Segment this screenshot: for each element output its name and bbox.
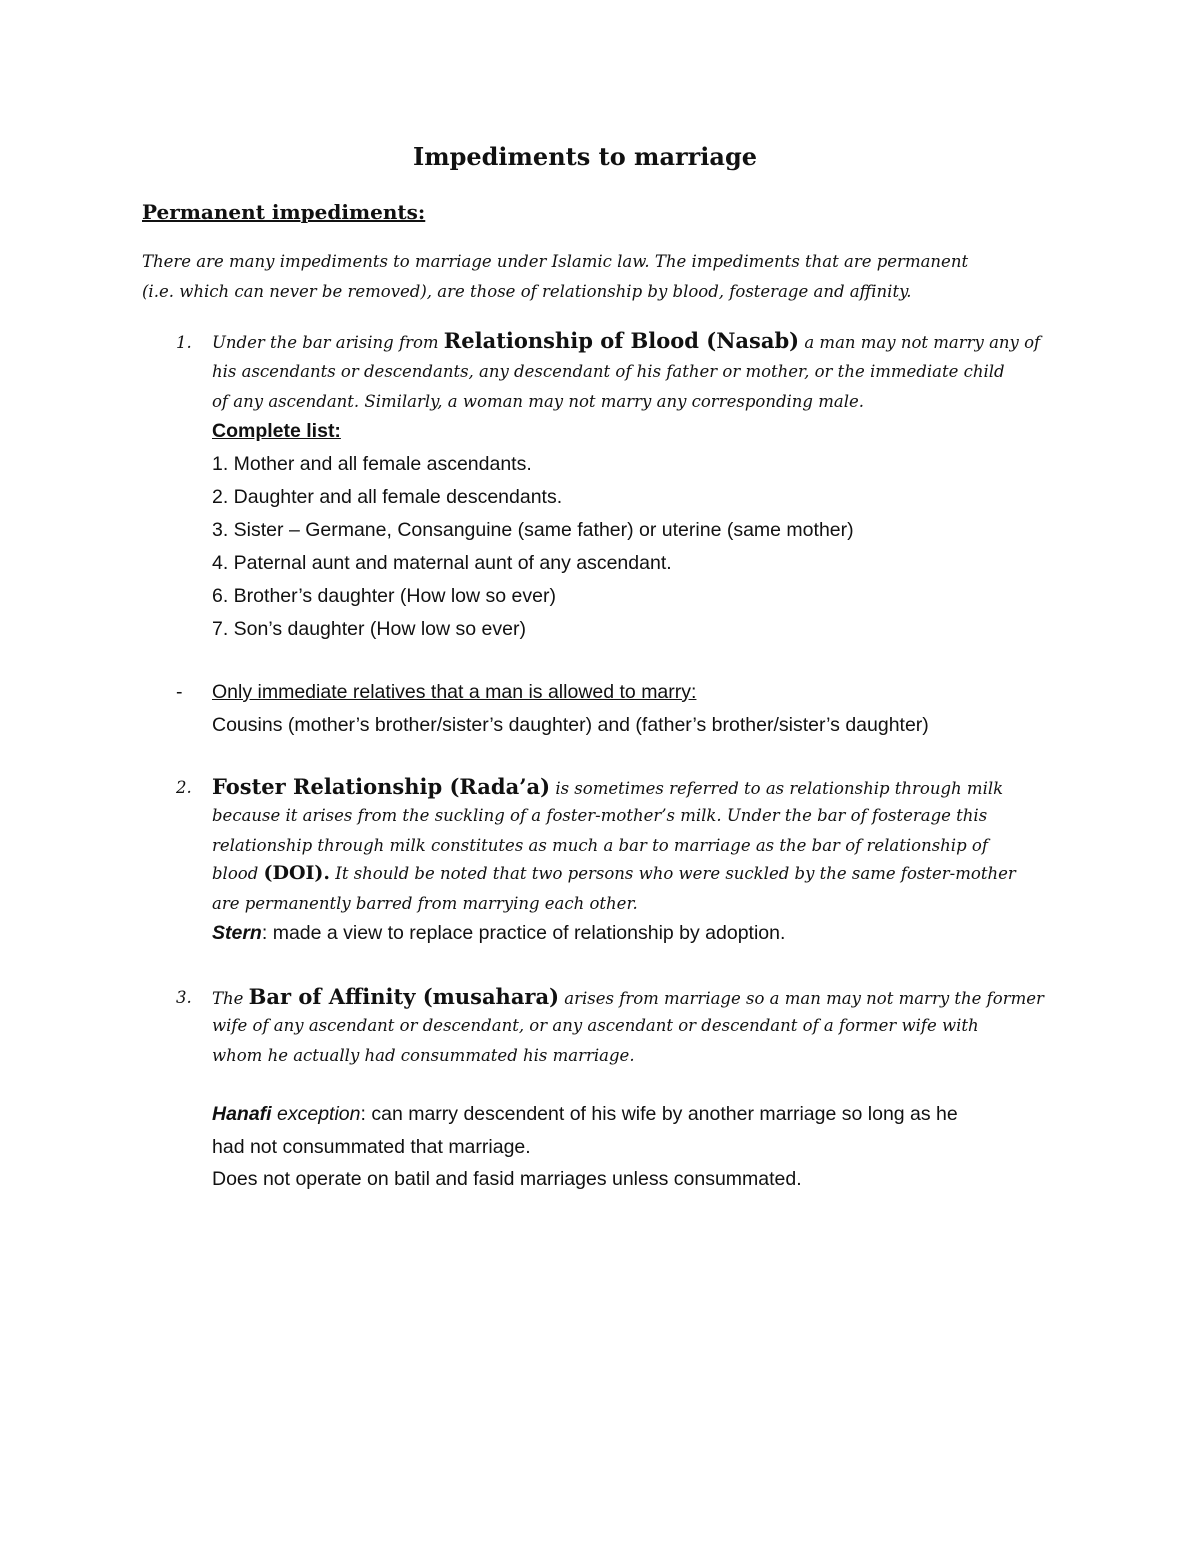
item-2-line-5: are permanently barred from marrying each other.: [212, 894, 638, 913]
cousins-text: Cousins (mother’s brother/sister’s daughter) and (father’s brother/sister’s daughter): [212, 714, 929, 736]
item-2-line-3: relationship through milk constitutes as much a bar to marriage as the bar of relationship of: [212, 836, 988, 855]
item-2-stern: [212, 922, 785, 945]
item-2-line-2: because it arises from the suckling of a foster-mother’s milk. Under the bar of fosterage this: [212, 806, 988, 825]
item-3-line-3: whom he actually had consummated his marriage.: [212, 1046, 635, 1065]
hanafi-text: : can marry descendent of his wife by another marriage so long as he: [360, 1103, 958, 1125]
hanafi-exception-line-2: had not consummated that marriage.: [212, 1136, 531, 1158]
cousins-dash: -: [176, 681, 183, 703]
item-2-line-4: [212, 862, 1016, 884]
intro-line-2: (i.e. which can never be removed), are those of relationship by blood, fosterage and affinity.: [142, 282, 912, 301]
item-1-line-2: his ascendants or descendants, any descendant of his father or mother, or the immediate child: [212, 362, 1005, 381]
complete-list-heading: Complete list:: [212, 420, 341, 442]
intro-line-1: There are many impediments to marriage under Islamic law. The impediments that are permanent: [142, 252, 969, 271]
list-item: 2. Daughter and all female descendants.: [212, 486, 563, 508]
item-3-line-1-post: arises from marriage so a man may not marry the former: [564, 989, 1044, 1008]
item-3-bold-term: Bar of Affinity (musahara): [248, 984, 560, 1009]
item-1-line-3: of any ascendant. Similarly, a woman may not marry any corresponding male.: [212, 392, 864, 411]
cousins-heading: Only immediate relatives that a man is allowed to marry:: [212, 681, 697, 703]
stern-text: : made a view to replace practice of relationship by adoption.: [261, 922, 786, 944]
item-2-line-1-post: is sometimes referred to as relationship through milk: [555, 779, 1004, 798]
hanafi-exception-line-1: [212, 1103, 958, 1126]
item-3-line-1: [212, 984, 1044, 1009]
list-item: 7. Son’s daughter (How low so ever): [212, 618, 526, 640]
stern-label: Stern: [212, 922, 262, 944]
item-3-number: 3.: [176, 988, 192, 1007]
list-item: 1. Mother and all female ascendants.: [212, 453, 532, 475]
item-3-line-1-pre: The: [212, 989, 244, 1008]
item-1-number: 1.: [176, 333, 192, 352]
hanafi-label: Hanafi: [212, 1103, 272, 1125]
item-1-line-1-pre: Under the bar arising from: [212, 333, 439, 352]
item-1-line-1-post: a man may not marry any of: [804, 333, 1041, 352]
item-1-bold-term: Relationship of Blood (Nasab): [443, 328, 800, 353]
item-2-line-4-post: It should be noted that two persons who were suckled by the same foster-mother: [335, 864, 1016, 883]
item-1-line-1: [212, 328, 1040, 353]
list-item: 4. Paternal aunt and maternal aunt of any ascendant.: [212, 552, 672, 574]
item-2-bold-term: Foster Relationship (Rada’a): [212, 774, 551, 799]
page-title: Impediments to marriage: [412, 142, 758, 171]
item-2-doi: (DOI).: [263, 862, 331, 884]
item-2-number: 2.: [176, 778, 192, 797]
list-item: 3. Sister – Germane, Consanguine (same father) or uterine (same mother): [212, 519, 854, 541]
batil-fasid-note: Does not operate on batil and fasid marriages unless consummated.: [212, 1168, 802, 1190]
item-3-line-2: wife of any ascendant or descendant, or any ascendant or descendant of a former wife with: [212, 1016, 979, 1035]
item-2-line-1: [212, 774, 1003, 799]
list-item: 6. Brother’s daughter (How low so ever): [212, 585, 556, 607]
item-2-line-4-pre: blood: [212, 864, 259, 883]
hanafi-exception-word: exception: [271, 1103, 361, 1125]
section-heading-permanent: Permanent impediments:: [142, 200, 426, 224]
